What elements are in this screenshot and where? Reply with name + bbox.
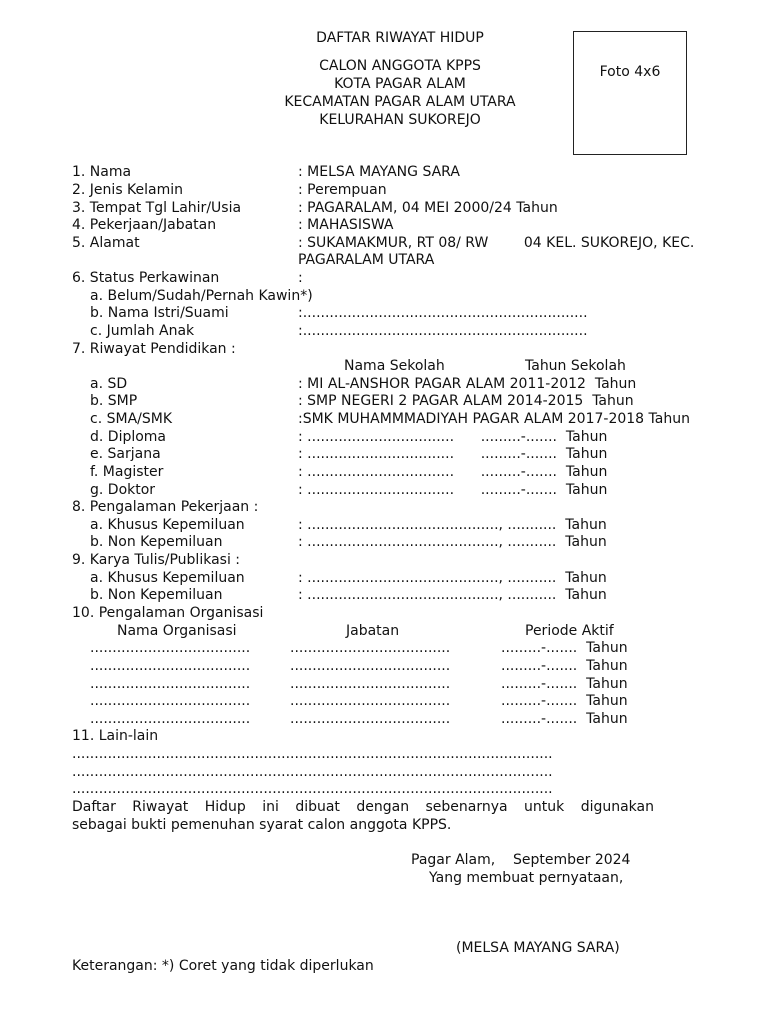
header-line-3: KECAMATAN PAGAR ALAM UTARA: [284, 94, 516, 110]
value-pekerjaan: : MAHASISWA: [298, 217, 394, 233]
label-pekerjaan: 4. Pekerjaan/Jabatan: [72, 217, 217, 233]
org-role: ....................................: [290, 693, 451, 709]
pekerjaan-label: b. Non Kepemiluan: [90, 534, 223, 550]
pendidikan-label: g. Doktor: [90, 482, 156, 498]
pendidikan-label: e. Sarjana: [90, 446, 161, 462]
value-nama-istri-suami: :................................................................: [298, 305, 588, 321]
footnote: Keterangan: *) Coret yang tidak diperlukan: [72, 958, 374, 974]
org-period: .........-....... Tahun: [501, 640, 628, 656]
value-jumlah-anak: :................................................................: [298, 323, 588, 339]
org-role: ....................................: [290, 676, 451, 692]
label-status-perkawinan: 6. Status Perkawinan: [72, 270, 220, 286]
pendidikan-label: c. SMA/SMK: [90, 411, 173, 427]
value-alamat: : SUKAMAKMUR, RT 08/ RW 04 KEL. SUKOREJO, KEC.: [298, 235, 695, 251]
pekerjaan-value: : ..........................................., ........... Tahun: [298, 517, 607, 533]
col-periode-aktif: Periode Aktif: [525, 623, 614, 639]
karya-value: : ..........................................., ........... Tahun: [298, 587, 607, 603]
pendidikan-value: : SMP NEGERI 2 PAGAR ALAM 2014-2015 Tahun: [298, 393, 634, 409]
label-jenis-kelamin: 2. Jenis Kelamin: [72, 182, 184, 198]
karya-value: : ..........................................., ........... Tahun: [298, 570, 607, 586]
karya-label: a. Khusus Kepemiluan: [90, 570, 245, 586]
label-jumlah-anak: c. Jumlah Anak: [90, 323, 195, 339]
org-period: .........-....... Tahun: [501, 711, 628, 727]
org-name: ....................................: [90, 693, 251, 709]
status-option-a: a. Belum/Sudah/Pernah Kawin*): [90, 288, 313, 304]
value-ttl: : PAGARALAM, 04 MEI 2000/24 Tahun: [298, 200, 558, 216]
lain-line: ............................................................................................................: [72, 764, 553, 780]
label-nama: 1. Nama: [72, 164, 132, 180]
pendidikan-value: : ................................. .........-....... Tahun: [298, 464, 608, 480]
pendidikan-value: :SMK MUHAMMMADIYAH PAGAR ALAM 2017-2018 Tahun: [298, 411, 690, 427]
document-title: DAFTAR RIWAYAT HIDUP: [316, 30, 484, 46]
org-role: ....................................: [290, 711, 451, 727]
col-tahun-sekolah: Tahun Sekolah: [525, 358, 626, 374]
pekerjaan-label: a. Khusus Kepemiluan: [90, 517, 245, 533]
pendidikan-label: b. SMP: [90, 393, 138, 409]
label-nama-istri-suami: b. Nama Istri/Suami: [90, 305, 229, 321]
org-period: .........-....... Tahun: [501, 693, 628, 709]
pendidikan-value: : ................................. .........-....... Tahun: [298, 446, 608, 462]
status-colon: :: [298, 270, 303, 286]
label-riwayat-pendidikan: 7. Riwayat Pendidikan :: [72, 341, 236, 357]
org-role: ....................................: [290, 658, 451, 674]
label-pengalaman-organisasi: 10. Pengalaman Organisasi: [72, 605, 264, 621]
label-alamat: 5. Alamat: [72, 235, 140, 251]
pendidikan-value: : MI AL-ANSHOR PAGAR ALAM 2011-2012 Tahun: [298, 376, 637, 392]
statement-line-2: sebagai bukti pemenuhan syarat calon anggota KPPS.: [72, 817, 452, 833]
value-nama: : MELSA MAYANG SARA: [298, 164, 460, 180]
label-lain-lain: 11. Lain-lain: [72, 728, 159, 744]
pendidikan-label: a. SD: [90, 376, 128, 392]
col-nama-sekolah: Nama Sekolah: [344, 358, 445, 374]
pendidikan-label: f. Magister: [90, 464, 164, 480]
signature-place-date: Pagar Alam, September 2024: [411, 852, 631, 868]
header-line-2: KOTA PAGAR ALAM: [334, 76, 466, 92]
karya-label: b. Non Kepemiluan: [90, 587, 223, 603]
org-name: ....................................: [90, 640, 251, 656]
label-ttl: 3. Tempat Tgl Lahir/Usia: [72, 200, 242, 216]
signature-name: (MELSA MAYANG SARA): [456, 940, 620, 956]
lain-line: ............................................................................................................: [72, 781, 553, 797]
org-role: ....................................: [290, 640, 451, 656]
signature-maker: Yang membuat pernyataan,: [429, 870, 624, 886]
photo-placeholder-box: [573, 31, 687, 155]
pekerjaan-value: : ..........................................., ........... Tahun: [298, 534, 607, 550]
pendidikan-value: : ................................. .........-....... Tahun: [298, 482, 608, 498]
lain-line: ............................................................................................................: [72, 746, 553, 762]
org-period: .........-....... Tahun: [501, 676, 628, 692]
photo-label: Foto 4x6: [599, 64, 661, 80]
header-line-1: CALON ANGGOTA KPPS: [319, 58, 481, 74]
statement-line-1: Daftar Riwayat Hidup ini dibuat dengan sebenarnya untuk digunakan: [72, 799, 654, 815]
org-name: ....................................: [90, 676, 251, 692]
org-name: ....................................: [90, 658, 251, 674]
value-alamat-line2: PAGARALAM UTARA: [298, 252, 435, 268]
label-pengalaman-pekerjaan: 8. Pengalaman Pekerjaan :: [72, 499, 259, 515]
pendidikan-label: d. Diploma: [90, 429, 167, 445]
col-jabatan: Jabatan: [346, 623, 400, 639]
col-nama-organisasi: Nama Organisasi: [117, 623, 237, 639]
org-name: ....................................: [90, 711, 251, 727]
pendidikan-value: : ................................. .........-....... Tahun: [298, 429, 608, 445]
value-jenis-kelamin: : Perempuan: [298, 182, 387, 198]
org-period: .........-....... Tahun: [501, 658, 628, 674]
label-karya-tulis: 9. Karya Tulis/Publikasi :: [72, 552, 241, 568]
header-line-4: KELURAHAN SUKOREJO: [319, 112, 481, 128]
